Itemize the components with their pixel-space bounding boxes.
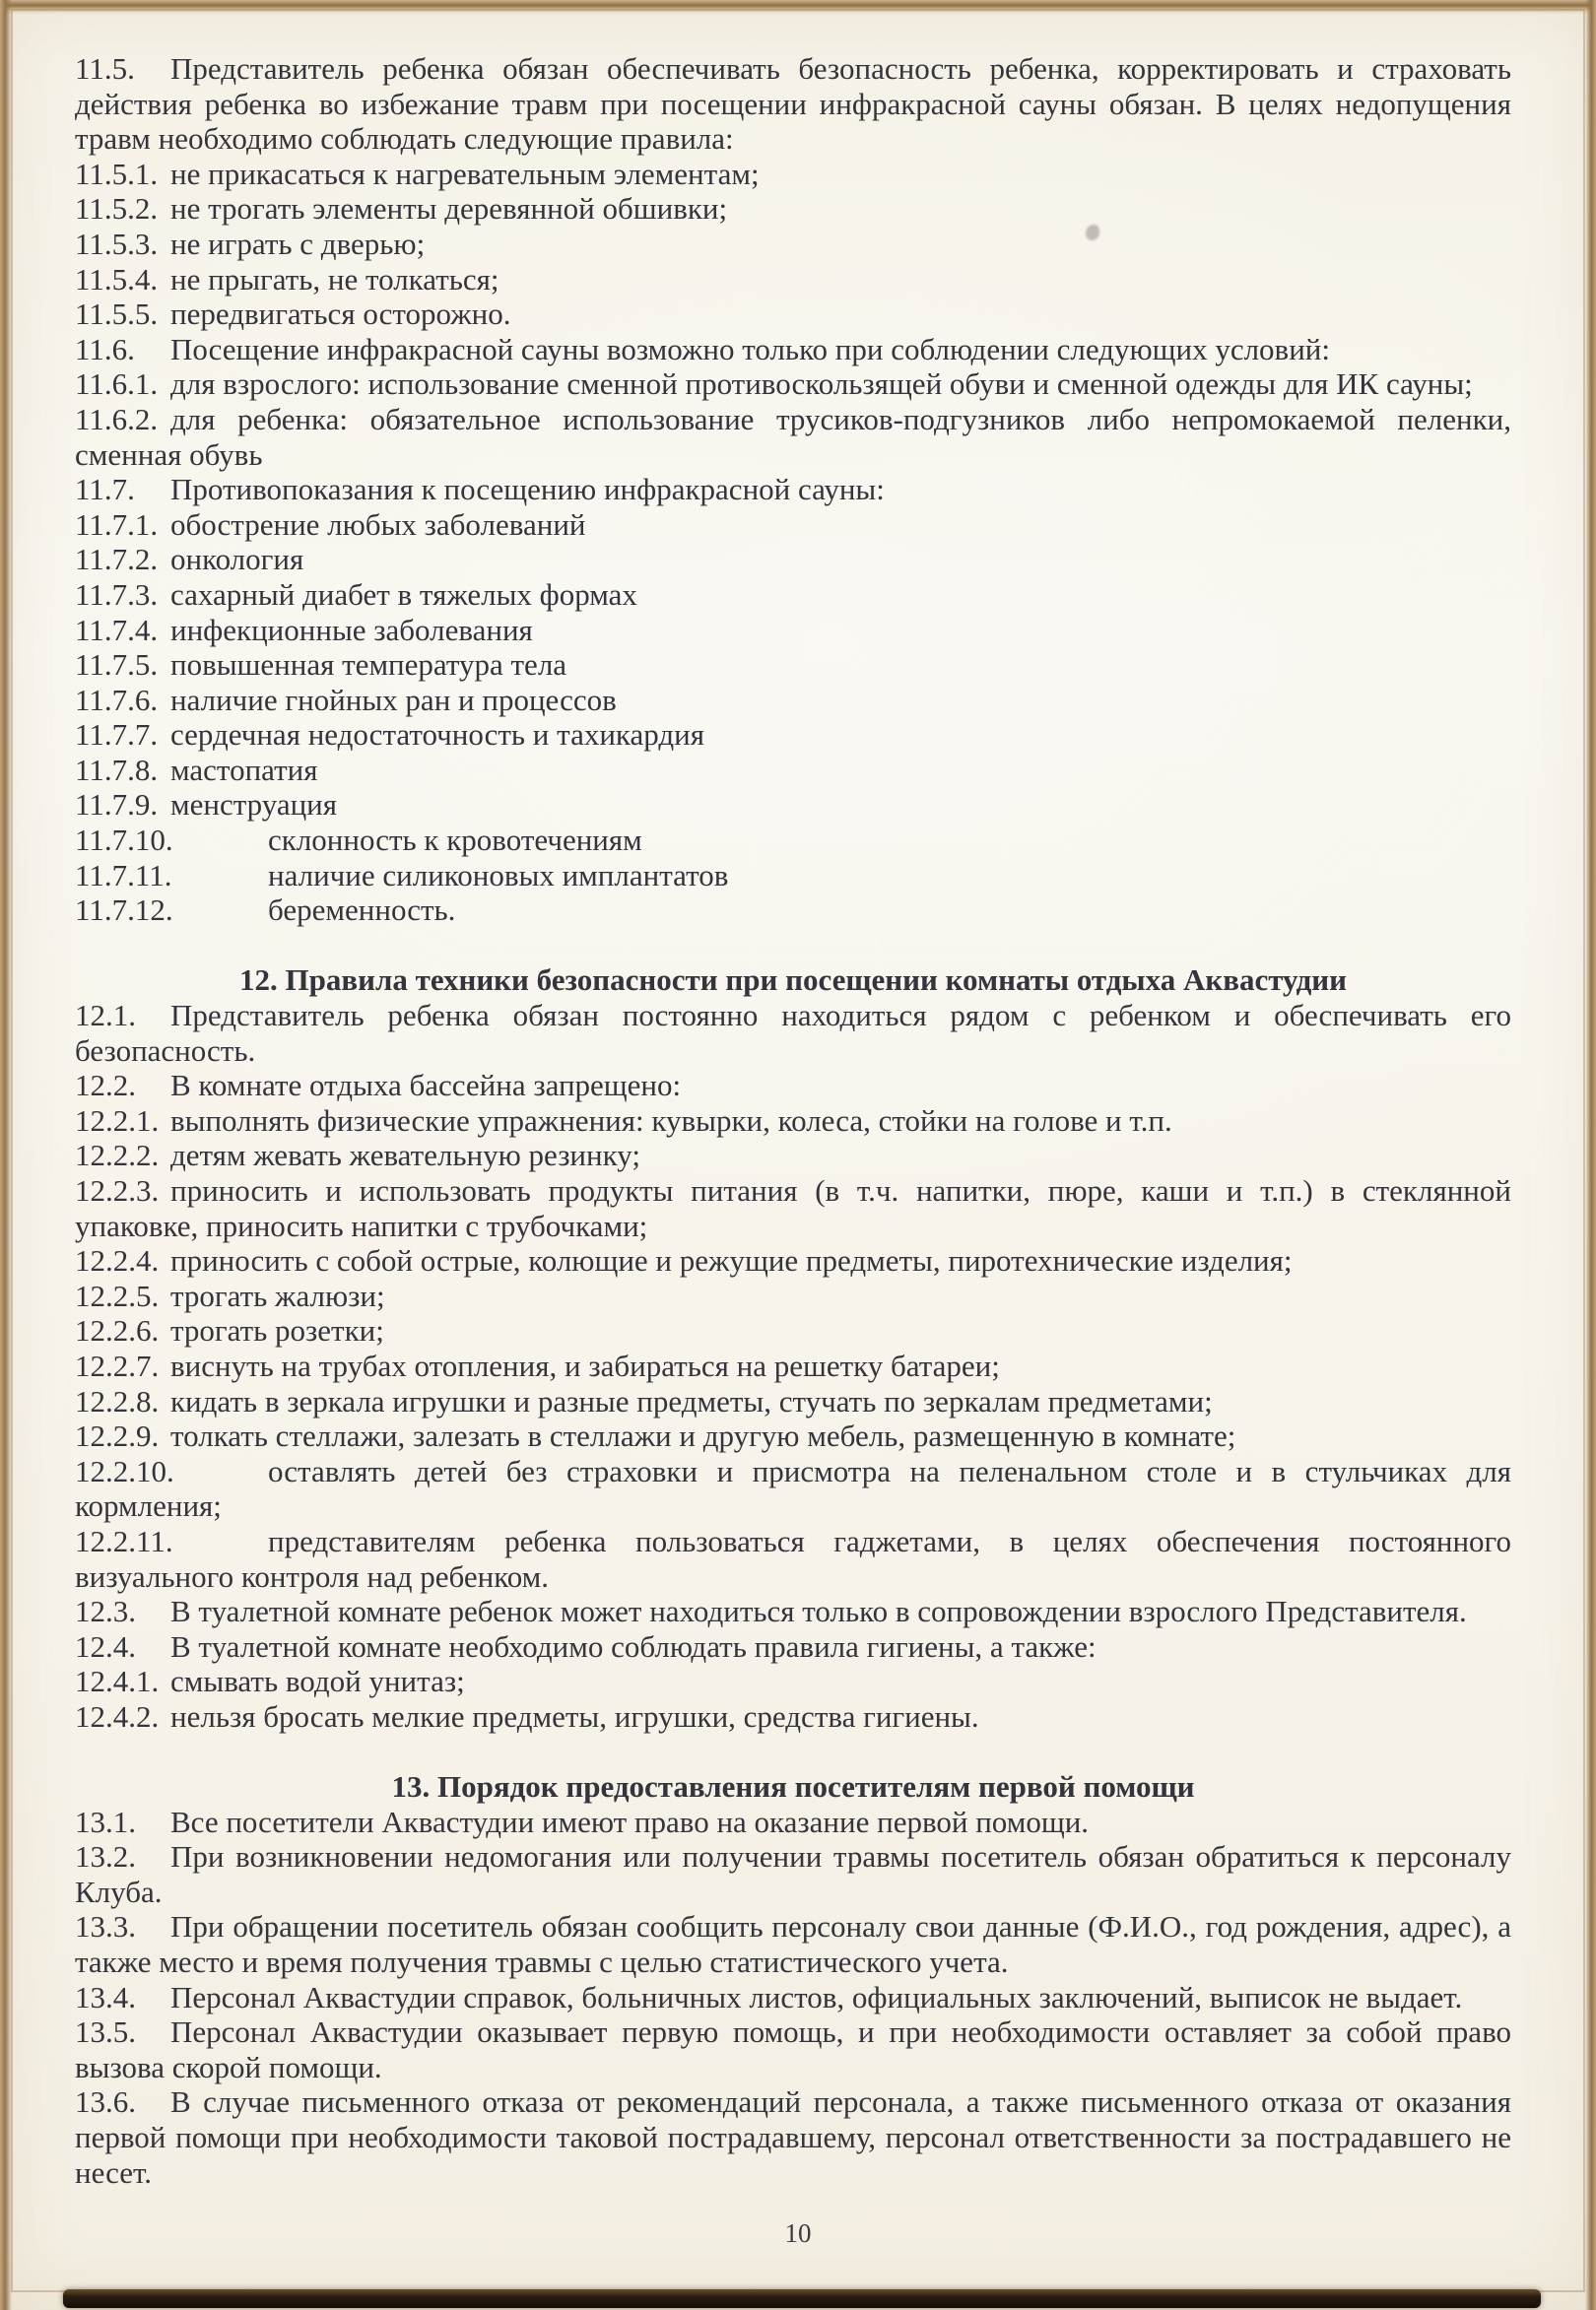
clause-12-2-7 [75,1349,1511,1384]
clause-11-5-4 [75,262,1511,297]
clause-number: 11.5. [75,51,135,86]
clause-13-2 [75,1839,1511,1909]
document-body [75,51,1511,2190]
clause-text: повышенная температура тела [170,647,567,683]
clause-11-6-2 [75,402,1511,472]
clause-text: В туалетной комнате ребенок может находиться только в сопровождении взрослого Представителя. [170,1594,1467,1629]
clause-text: детям жевать жевательную резинку; [170,1138,640,1173]
clause-13-4 [75,1980,1511,2015]
clause-12-4 [75,1629,1511,1665]
clause-11-7-12 [75,892,1511,928]
clause-text: Противопоказания к посещению инфракрасной сауны: [170,472,885,507]
scan-edge-bottom [63,2289,1541,2308]
clause-text: оставлять детей без страховки и присмотра на пеленальном столе и в стульчиках для кормления; [75,1453,1511,1524]
clause-13-5 [75,2014,1511,2084]
section-heading: 13. Порядок предоставления посетителям первой помощи [391,1769,1195,1805]
clause-number: 11.5.5. [75,297,159,332]
clause-12-4-2 [75,1699,1511,1735]
clause-number: 11.5.3. [75,226,159,261]
clause-number: 13.5. [75,2014,136,2050]
clause-number: 12.2.3. [75,1173,160,1208]
clause-text: обострение любых заболеваний [170,506,586,542]
clause-text: нельзя бросать мелкие предметы, игрушки, средства гигиены. [170,1698,979,1734]
scan-edge-top [0,0,1596,14]
clause-number: 12.2.4. [75,1243,160,1279]
clause-12-2-9 [75,1419,1511,1454]
clause-11-7-6 [75,683,1511,718]
clause-text: сердечная недостаточность и тахикардия [170,717,704,753]
clause-text: виснуть на трубах отопления, и забираться на решетку батареи; [170,1348,1000,1383]
clause-13-1 [75,1805,1511,1840]
clause-12-2-1 [75,1103,1511,1139]
clause-number: 11.7.9. [75,787,159,823]
scan-edge-right [1585,0,1596,2310]
clause-number: 11.7.1. [75,506,159,542]
clause-text: не прыгать, не толкаться; [170,261,499,297]
clause-11-5-3 [75,227,1511,262]
clause-12-3 [75,1594,1511,1629]
clause-number: 12.4. [75,1628,136,1664]
clause-text: наличие гнойных ран и процессов [170,682,617,717]
clause-text: не трогать элементы деревянной обшивки; [170,191,728,227]
clause-11-5 [75,51,1511,157]
clause-number: 11.7.7. [75,717,159,753]
clause-text: Все посетители Аквастудии имеют право на оказание первой помощи. [170,1804,1090,1839]
clause-12-2-8 [75,1384,1511,1419]
section-heading: 12. Правила техники безопасности при посещении комнаты отдыха Аквастудии [239,962,1347,998]
clause-number: 12.2.10. [75,1453,174,1488]
clause-number: 13.3. [75,1909,136,1945]
clause-text: При обращении посетитель обязан сообщить персоналу свои данные (Ф.И.О., год рождения, адрес), а также место и время получения травмы с целью статистического учета. [75,1909,1511,1980]
clause-text: онкология [170,542,304,577]
clause-number: 11.7.5. [75,647,159,683]
clause-number: 12.1. [75,998,136,1033]
clause-12-2-5 [75,1279,1511,1314]
clause-number: 11.7.10. [75,823,173,858]
clause-11-6-1 [75,366,1511,402]
clause-11-7-7 [75,717,1511,753]
clause-number: 13.2. [75,1839,136,1875]
clause-12-2-2 [75,1138,1511,1173]
clause-number: 12.4.2. [75,1698,160,1734]
clause-11-7-11 [75,858,1511,893]
clause-text: наличие силиконовых имплантатов [268,857,729,892]
clause-text: приносить с собой острые, колющие и режущие предметы, пиротехнические изделия; [170,1243,1293,1279]
clause-11-5-2 [75,191,1511,227]
clause-text: Представитель ребенка обязан обеспечивать безопасность ребенка, корректировать и страховать действия ребенка во избежание травм при посещении инфракрасной сауны обязан. В целях недопущения травм необходимо соблюдать следующие правила: [75,51,1511,157]
clause-12-2-11 [75,1524,1511,1594]
scan-edge-left [0,0,12,2310]
clause-text: сахарный диабет в тяжелых формах [170,576,637,612]
clause-text: представителям ребенка пользоваться гаджетами, в целях обеспечения постоянного визуального контроля над ребенком. [75,1523,1511,1594]
clause-number: 12.2.1. [75,1102,160,1138]
clause-number: 12.2.2. [75,1138,160,1173]
clause-text: не играть с дверью; [170,226,426,261]
clause-number: 12.2. [75,1068,136,1103]
clause-number: 11.7.11. [75,857,172,892]
clause-text: не прикасаться к нагревательным элементам; [170,156,760,191]
clause-12-1 [75,998,1511,1068]
clause-11-7-2 [75,542,1511,577]
clause-12-4-1 [75,1664,1511,1699]
clause-number: 11.5.2. [75,191,159,227]
clause-12-2-10 [75,1454,1511,1524]
clause-11-7-5 [75,647,1511,683]
clause-text: приносить и использовать продукты питания (в т.ч. напитки, пюре, каши и т.п.) в стеклянной упаковке, приносить напитки с трубочками; [75,1173,1511,1243]
clause-number: 11.7.2. [75,542,159,577]
clause-text: инфекционные заболевания [170,612,533,647]
clause-number: 13.1. [75,1804,136,1839]
clause-number: 13.4. [75,1979,136,2014]
clause-text: Персонал Аквастудии оказывает первую помощь, и при необходимости оставляет за собой право вызова скорой помощи. [75,2014,1511,2084]
page-number: 10 [784,2218,812,2248]
clause-text: мастопатия [170,752,318,787]
clause-text: склонность к кровотечениям [268,823,642,858]
clause-11-7-9 [75,787,1511,823]
clause-text: толкать стеллажи, залезать в стеллажи и другую мебель, размещенную в комнате; [170,1419,1236,1454]
clause-text: кидать в зеркала игрушки и разные предметы, стучать по зеркалам предметами; [170,1383,1213,1419]
clause-number: 12.2.9. [75,1419,160,1454]
clause-number: 11.6. [75,331,135,366]
clause-number: 12.2.7. [75,1348,160,1383]
clause-number: 12.4.1. [75,1664,160,1699]
clause-11-5-5 [75,297,1511,332]
clause-text: для взрослого: использование сменной противоскользящей обуви и сменной одежды для ИК сауны; [170,366,1473,402]
clause-11-7-1 [75,507,1511,543]
clause-text: Представитель ребенка обязан постоянно находиться рядом с ребенком и обеспечивать его безопасность. [75,998,1511,1068]
clause-11-6 [75,332,1511,367]
clause-number: 12.2.8. [75,1383,160,1419]
clause-12-2-3 [75,1173,1511,1243]
clause-text: Посещение инфракрасной сауны возможно только при соблюдении следующих условий: [170,331,1330,366]
clause-11-7-10 [75,823,1511,858]
clause-text: При возникновении недомогания или получении травмы посетитель обязан обратиться к персоналу Клуба. [75,1839,1511,1909]
clause-11-5-1 [75,157,1511,192]
clause-number: 11.7. [75,472,135,507]
clause-number: 11.6.1. [75,366,159,402]
clause-text: менструация [170,787,338,823]
clause-text: трогать жалюзи; [170,1278,385,1313]
clause-number: 11.7.4. [75,612,159,647]
clause-text: В случае письменного отказа от рекомендаций персонала, а также письменного отказа от оказания первой помощи при необходимости таковой пострадавшему, персонал ответственности за пострадавшего не несет. [75,2084,1511,2190]
clause-12-2 [75,1068,1511,1103]
clause-number: 11.7.8. [75,752,159,787]
clause-12-2-6 [75,1313,1511,1349]
clause-number: 12.3. [75,1594,136,1629]
clause-text: передвигаться осторожно. [170,297,511,332]
clause-11-7 [75,472,1511,507]
clause-12-2-4 [75,1243,1511,1279]
clause-11-7-3 [75,577,1511,613]
clause-13-6 [75,2084,1511,2190]
clause-text: В туалетной комнате необходимо соблюдать правила гигиены, а также: [170,1628,1097,1664]
clause-text: смывать водой унитаз; [170,1664,465,1699]
clause-11-7-8 [75,753,1511,788]
clause-number: 11.7.6. [75,682,159,717]
clause-text: беременность. [268,892,456,928]
clause-number: 11.6.2. [75,401,159,436]
clause-number: 11.7.3. [75,576,159,612]
clause-text: Персонал Аквастудии справок, больничных листов, официальных заключений, выписок не выдает. [170,1979,1463,2014]
clause-number: 12.2.5. [75,1278,160,1313]
clause-11-7-4 [75,613,1511,648]
clause-text: для ребенка: обязательное использование трусиков-подгузников либо непромокаемой пеленки, сменная обувь [75,401,1511,472]
clause-number: 11.5.1. [75,156,159,191]
clause-number: 12.2.6. [75,1313,160,1349]
clause-text: трогать розетки; [170,1313,384,1349]
clause-text: В комнате отдыха бассейна запрещено: [170,1068,682,1103]
clause-number: 11.5.4. [75,261,159,297]
clause-number: 13.6. [75,2084,136,2120]
clause-13-3 [75,1909,1511,1979]
clause-text: выполнять физические упражнения: кувырки, колеса, стойки на голове и т.п. [170,1102,1172,1138]
clause-number: 12.2.11. [75,1523,173,1558]
clause-number: 11.7.12. [75,892,173,928]
